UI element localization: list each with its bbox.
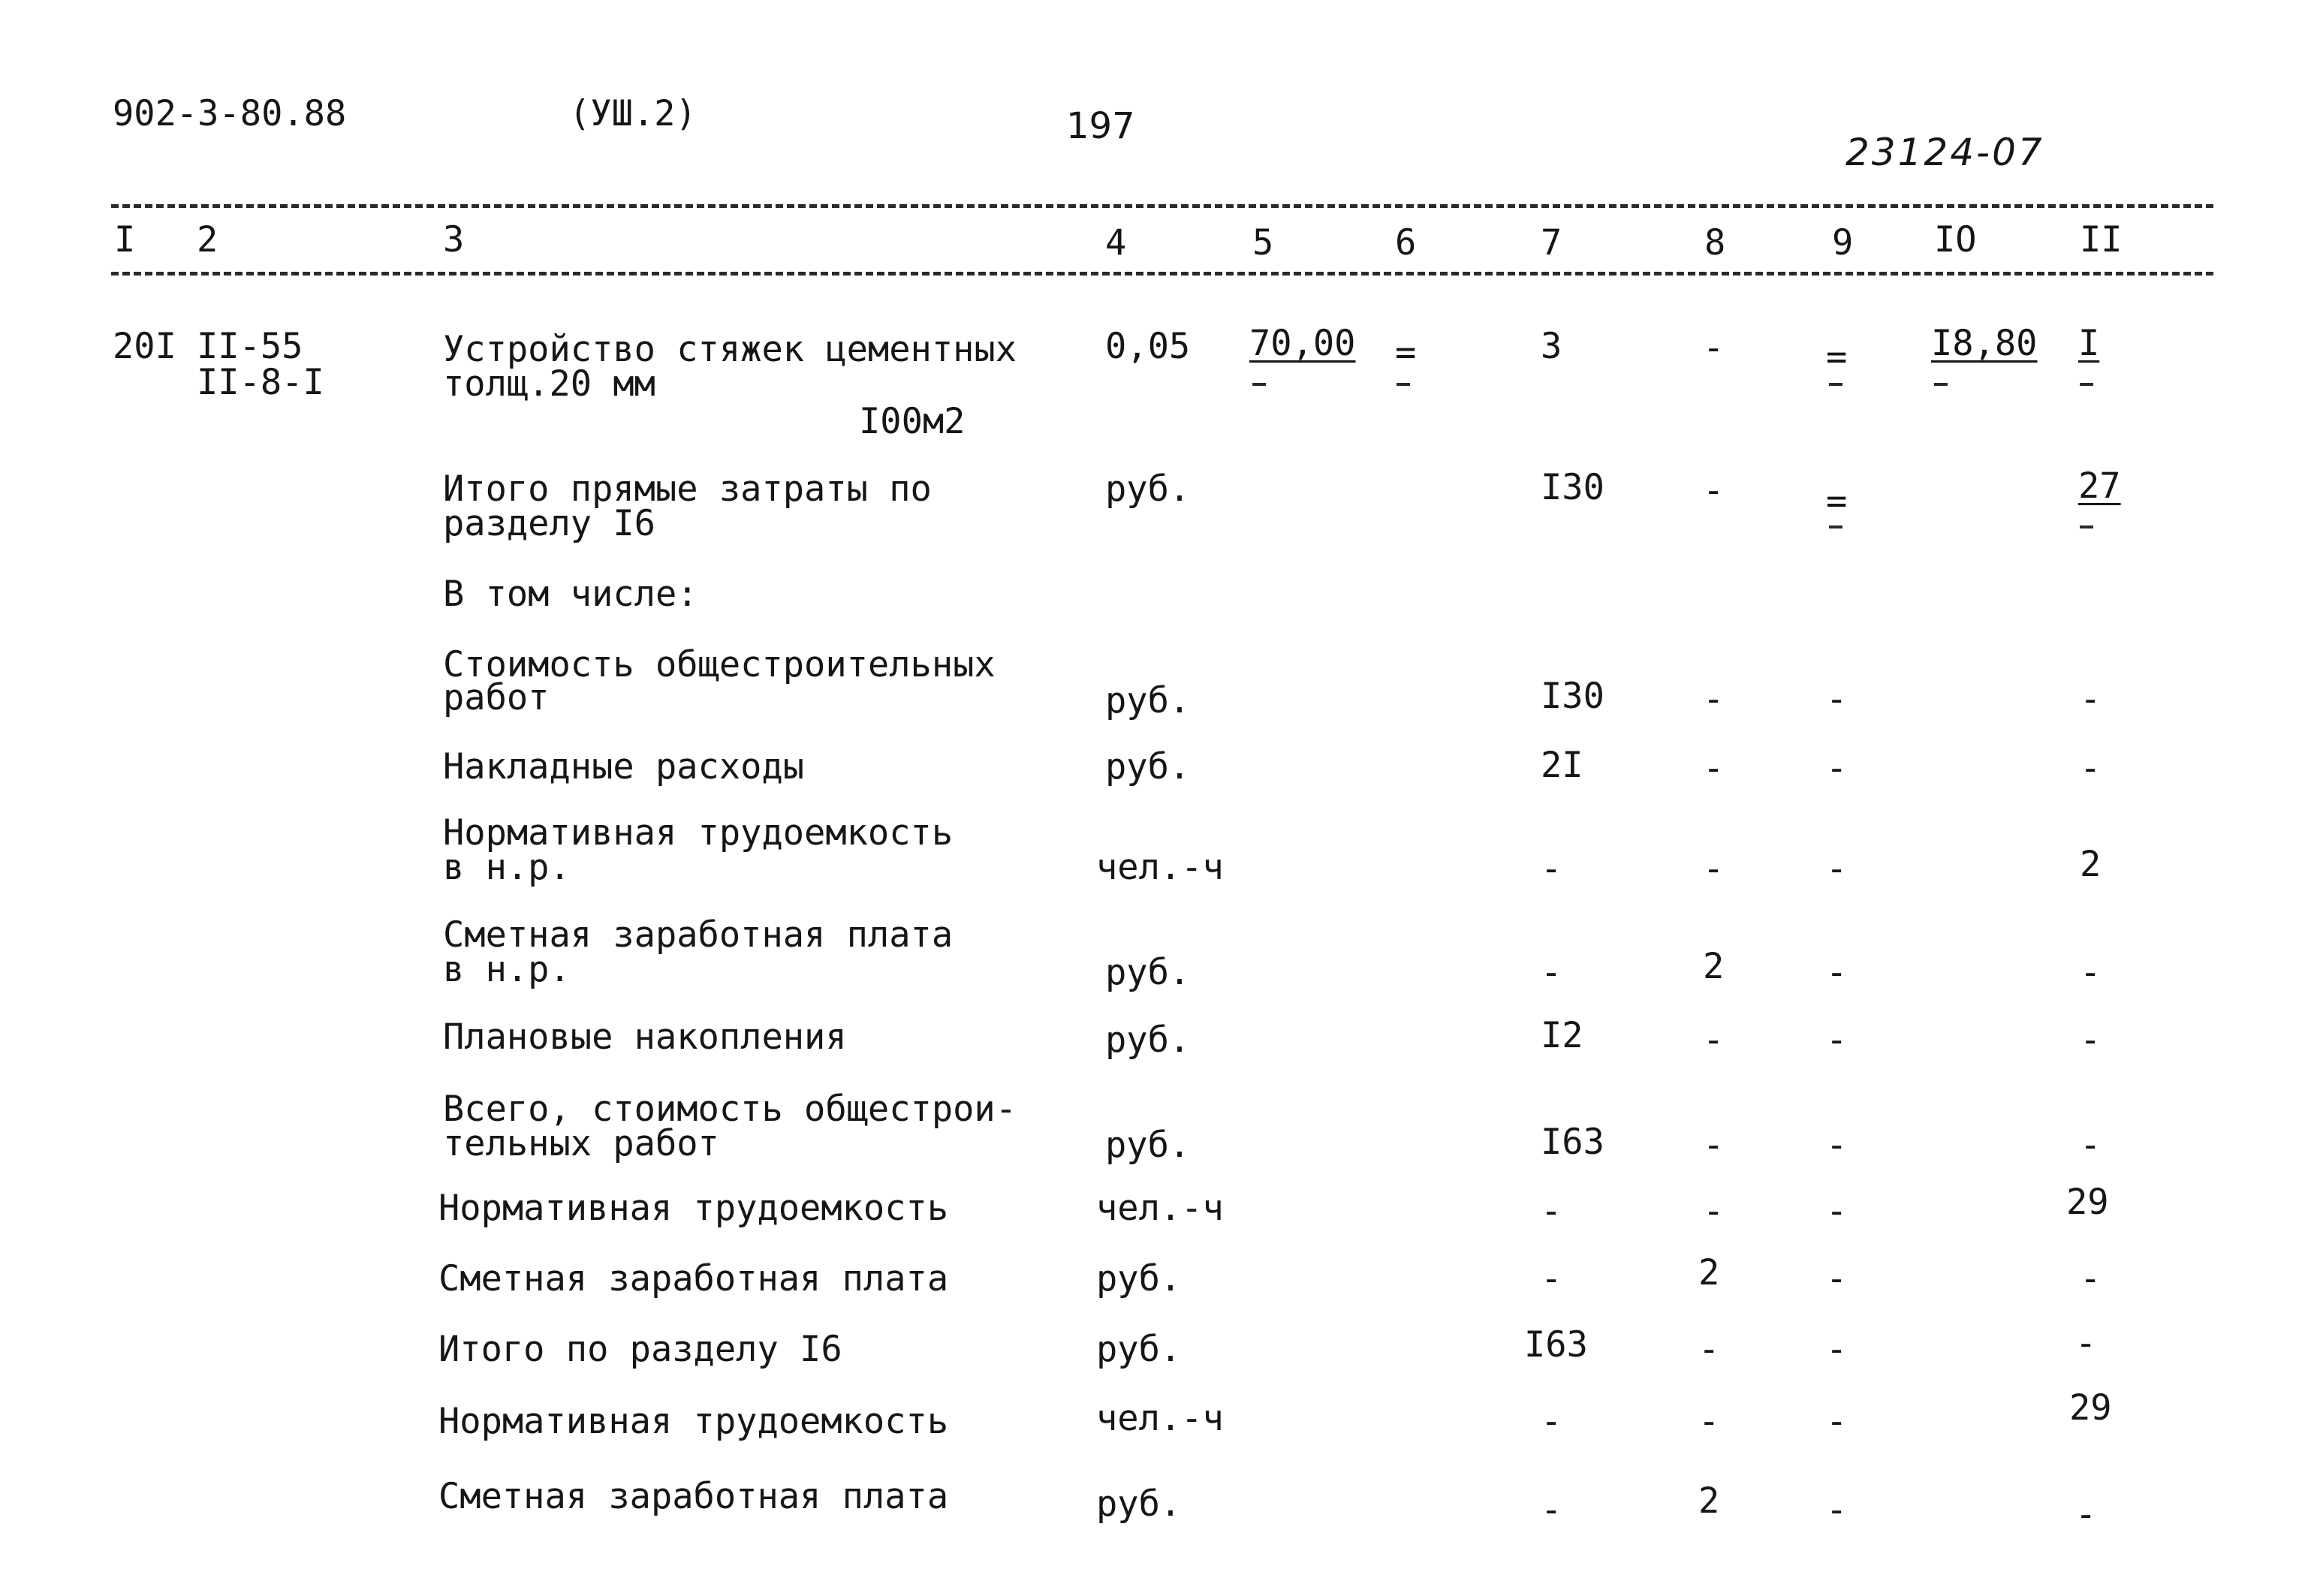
row-col7: -	[1541, 1489, 1562, 1531]
col-header-9: 9	[1832, 222, 1854, 263]
row-label-line1: Накладные расходы	[443, 746, 805, 787]
row-col11-subline	[2080, 525, 2093, 528]
col-header-10: IO	[1934, 219, 1977, 260]
col-header-7: 7	[1541, 222, 1562, 263]
row-col7: -	[1541, 1401, 1562, 1442]
row-col9: -	[1826, 1125, 1848, 1166]
entry-col8: -	[1703, 327, 1725, 369]
row-col9: -	[1826, 1258, 1848, 1299]
row-label-line2: разделу I6	[443, 503, 655, 544]
row-label-line1: Сметная заработная плата	[438, 1258, 949, 1299]
row-label-line1: Итого по разделу I6	[438, 1329, 842, 1370]
row-label-line1: Нормативная трудоемкость	[438, 1188, 949, 1229]
row-col8: -	[1698, 1401, 1720, 1442]
row-col8: -	[1703, 748, 1725, 789]
row-col7: I2	[1541, 1015, 1583, 1056]
row-unit: руб.	[1105, 746, 1191, 787]
row-unit: руб.	[1105, 680, 1191, 721]
entry-col11-subline	[2080, 383, 2093, 386]
row-label-line2: в н.р.	[443, 949, 571, 990]
entry-quantity: 0,05	[1105, 326, 1191, 367]
entry-col6-subline	[1397, 383, 1410, 386]
entry-col9-subline	[1829, 383, 1842, 386]
section-code: (УШ.2)	[569, 93, 697, 134]
col-header-8: 8	[1704, 222, 1726, 263]
row-col7: I30	[1541, 676, 1604, 717]
row-col11: -	[2080, 748, 2102, 789]
row-col11: 29	[2066, 1182, 2109, 1223]
row-col7: -	[1541, 1258, 1562, 1299]
row-label-line1: В том числе:	[443, 574, 698, 615]
row-col9: -	[1826, 848, 1848, 890]
row-unit: руб.	[1096, 1329, 1182, 1370]
entry-description-line2: толщ.20 мм	[443, 363, 655, 405]
row-col9: -	[1826, 952, 1848, 993]
col-header-11: II	[2080, 219, 2123, 260]
row-col11: 29	[2069, 1387, 2112, 1429]
row-col7: I30	[1541, 467, 1604, 508]
row-col9-subline	[1829, 525, 1842, 528]
row-col8: 2	[1698, 1480, 1720, 1522]
row-label-line1: Сметная заработная плата	[438, 1476, 949, 1517]
row-col11: 2	[2080, 844, 2102, 885]
row-col11: -	[2075, 1323, 2097, 1364]
row-col9: -	[1826, 1329, 1848, 1370]
row-label-line1: Нормативная трудоемкость	[438, 1401, 949, 1442]
row-col7: -	[1541, 1191, 1562, 1232]
row-col11: -	[2080, 1125, 2102, 1166]
row-col9: -	[1826, 748, 1848, 789]
row-col7: -	[1541, 952, 1562, 993]
row-label-line1: Итого прямые затраты по	[443, 468, 932, 510]
row-col7: -	[1541, 848, 1562, 890]
row-label-line2: работ	[443, 677, 550, 718]
row-col9: -	[1826, 1019, 1848, 1061]
col-header-1: I	[114, 219, 136, 260]
row-col11: -	[2080, 1258, 2102, 1299]
entry-unit: I00м2	[859, 401, 966, 442]
row-col8: 2	[1698, 1252, 1720, 1293]
row-col8: -	[1698, 1329, 1720, 1370]
col-header-2: 2	[197, 219, 218, 260]
row-col8: -	[1703, 848, 1725, 890]
document-code: 902-3-80.88	[113, 93, 347, 134]
entry-price: 70,00	[1249, 323, 1356, 364]
row-col8: -	[1703, 1125, 1725, 1166]
row-label-line1: Плановые накопления	[443, 1016, 847, 1058]
row-col8: -	[1703, 470, 1725, 511]
row-unit: руб.	[1105, 468, 1191, 510]
stamp-number: 23124-07	[1846, 131, 2044, 174]
row-label-line1: Стоимость общестроительных	[443, 644, 996, 685]
row-unit: руб.	[1105, 1019, 1191, 1061]
row-col7: I63	[1541, 1122, 1604, 1163]
row-col9: -	[1826, 1489, 1848, 1531]
row-col11: 27	[2078, 465, 2121, 507]
header-bottom-rule	[111, 272, 2213, 276]
row-col11: -	[2080, 952, 2102, 993]
entry-col10: I8,80	[1931, 323, 2038, 364]
row-unit: чел.-ч	[1096, 1398, 1224, 1439]
row-col11: -	[2075, 1494, 2097, 1535]
row-col8: -	[1703, 1191, 1725, 1232]
col-header-5: 5	[1252, 222, 1274, 263]
page-number: 197	[1066, 105, 1135, 147]
row-unit: руб.	[1096, 1483, 1182, 1525]
row-col11: -	[2080, 1019, 2102, 1061]
row-unit: чел.-ч	[1096, 1188, 1224, 1229]
entry-number: 20I	[113, 326, 176, 367]
row-col7: I63	[1524, 1324, 1588, 1366]
entry-col6: =	[1395, 332, 1417, 373]
entry-price-subline	[1252, 383, 1266, 386]
row-col9: -	[1826, 679, 1848, 720]
row-col8: -	[1703, 679, 1725, 720]
entry-col7: 3	[1541, 326, 1562, 367]
row-unit: руб.	[1105, 952, 1191, 993]
row-unit: чел.-ч	[1096, 847, 1224, 888]
row-label-line2: тельных работ	[443, 1123, 719, 1164]
col-header-4: 4	[1105, 222, 1127, 263]
row-col7: 2I	[1541, 745, 1583, 786]
row-col11: -	[2080, 679, 2102, 720]
row-label-line1: Всего, стоимость общестрои-	[443, 1089, 1017, 1130]
row-label-line1: Сметная заработная плата	[443, 914, 954, 956]
row-unit: руб.	[1105, 1125, 1191, 1166]
row-col8: -	[1703, 1019, 1725, 1061]
entry-code-1: II-55	[197, 326, 303, 367]
entry-code-2: II-8-I	[197, 362, 324, 403]
entry-col11: I	[2078, 323, 2100, 364]
row-label-line1: Нормативная трудоемкость	[443, 812, 954, 854]
row-col9: -	[1826, 1401, 1848, 1442]
entry-description-line1: Устройство стяжек цементных	[443, 329, 1017, 370]
header-top-rule	[111, 204, 2213, 208]
row-unit: руб.	[1096, 1258, 1182, 1299]
col-header-6: 6	[1395, 222, 1417, 263]
entry-col10-subline	[1934, 383, 1948, 386]
row-col8: 2	[1703, 946, 1725, 987]
row-col9: -	[1826, 1191, 1848, 1232]
col-header-3: 3	[443, 219, 465, 260]
row-label-line2: в н.р.	[443, 847, 571, 888]
row-col9: =	[1826, 480, 1848, 522]
entry-col9: =	[1826, 336, 1848, 378]
